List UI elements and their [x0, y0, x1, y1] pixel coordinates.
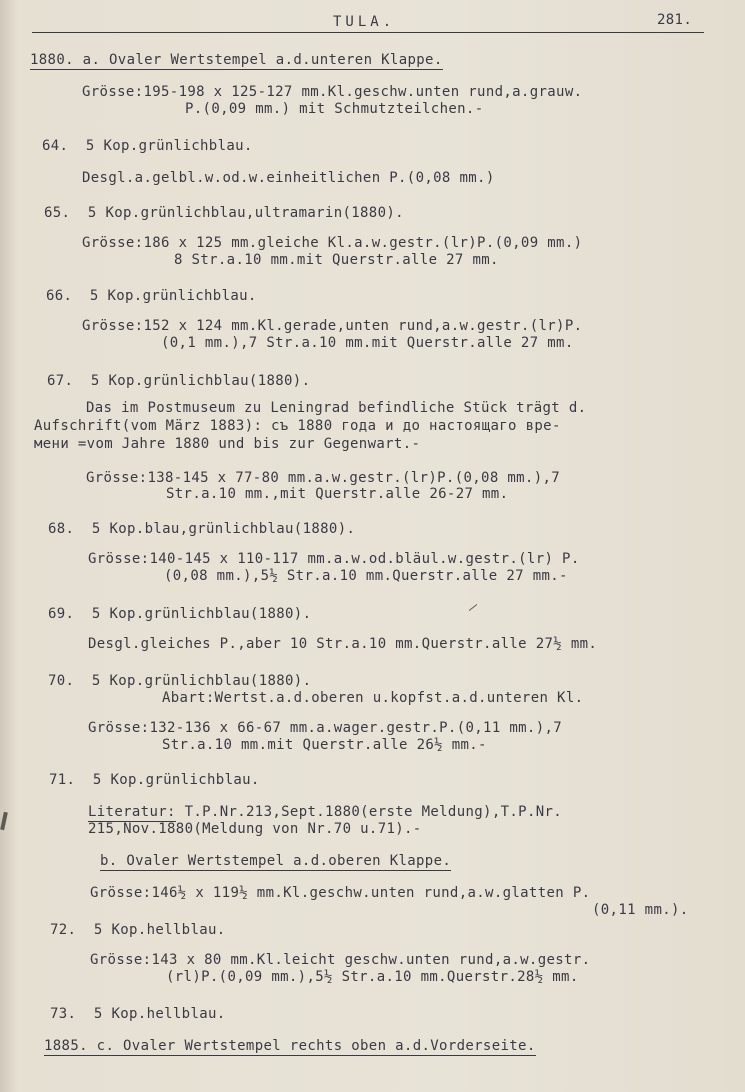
text-line: Str.a.10 mm.mit Querstr.alle 26½ mm.- — [162, 737, 487, 753]
text-line: (0,11 mm.). — [592, 902, 689, 918]
margin-mark — [0, 812, 8, 830]
item-entry: 65. 5 Kop.grünlichblau,ultramarin(1880). — [44, 205, 404, 221]
section-heading: 1880. a. Ovaler Wertstempel a.d.unteren Klappe. — [30, 52, 443, 68]
item-entry: 67. 5 Kop.grünlichblau(1880). — [47, 373, 311, 389]
literature-label: Literatur: — [88, 804, 176, 820]
text-line: Grösse:138-145 x 77-80 mm.a.w.gestr.(lr)P.(0,08 mm.),7 — [86, 470, 561, 486]
item-entry: 72. 5 Kop.hellblau. — [50, 922, 226, 938]
running-title: TULA. — [333, 14, 396, 30]
item-entry: 68. 5 Kop.blau,grünlichblau(1880). — [48, 521, 356, 537]
text-line: 215,Nov.1880(Meldung von Nr.70 u.71).- — [88, 821, 422, 837]
text-line: мени =vom Jahre 1880 und bis zur Gegenwart.- — [34, 436, 421, 452]
text-line: Grösse:143 x 80 mm.Kl.leicht geschw.unten rund,a.w.gestr. — [90, 952, 591, 968]
text-line: Aufschrift(vom März 1883): съ 1880 года и до настоящаго вре- — [34, 418, 561, 434]
text-line: Str.a.10 mm.,mit Querstr.alle 26-27 mm. — [166, 486, 509, 502]
text-line: (0,1 mm.),7 Str.a.10 mm.mit Querstr.alle 27 mm. — [161, 335, 574, 351]
text-line: Grösse:132-136 x 66-67 mm.a.wager.gestr.P.(0,11 mm.),7 — [88, 720, 563, 736]
literature-line — [88, 804, 562, 820]
text-line: Desgl.gleiches P.,aber 10 Str.a.10 mm.Querstr.alle 27½ mm. — [88, 636, 598, 652]
literature-text: T.P.Nr.213,Sept.1880(erste Meldung),T.P.Nr. — [175, 804, 563, 820]
page-number: 281. — [657, 12, 693, 28]
text-line: (rl)P.(0,09 mm.),5½ Str.a.10 mm.Querstr.28½ mm. — [166, 969, 579, 985]
text-line: Abart:Wertst.a.d.oberen u.kopfst.a.d.unteren Kl. — [162, 690, 584, 706]
header-rule — [32, 32, 704, 33]
item-entry: 70. 5 Kop.grünlichblau(1880). — [48, 673, 312, 689]
pencil-mark — [469, 604, 477, 611]
item-entry: 64. 5 Kop.grünlichblau. — [42, 138, 253, 154]
section-heading: 1885. c. Ovaler Wertstempel rechts oben a.d.Vorderseite. — [44, 1038, 536, 1054]
text-line: Grösse:146½ x 119½ mm.Kl.geschw.unten rund,a.w.glatten P. — [90, 885, 591, 901]
text-line: Desgl.a.gelbl.w.od.w.einheitlichen P.(0,08 mm.) — [82, 170, 495, 186]
item-entry: 66. 5 Kop.grünlichblau. — [46, 288, 257, 304]
text-line: 8 Str.a.10 mm.mit Querstr.alle 27 mm. — [174, 252, 499, 268]
section-heading: b. Ovaler Wertstempel a.d.oberen Klappe. — [100, 853, 452, 869]
text-line: Grösse:195-198 x 125-127 mm.Kl.geschw.unten rund,a.grauw. — [82, 84, 583, 100]
item-entry: 73. 5 Kop.hellblau. — [50, 1006, 226, 1022]
text-line: Grösse:152 x 124 mm.Kl.gerade,unten rund,a.w.gestr.(lr)P. — [82, 318, 583, 334]
text-line: Grösse:140-145 x 110-117 mm.a.w.od.bläul.w.gestr.(lr) P. — [88, 551, 580, 567]
item-entry: 71. 5 Kop.grünlichblau. — [49, 772, 260, 788]
text-line: Das im Postmuseum zu Leningrad befindliche Stück trägt d. — [86, 400, 587, 416]
text-line: Grösse:186 x 125 mm.gleiche Kl.a.w.gestr.(lr)P.(0,09 mm.) — [82, 235, 583, 251]
item-entry: 69. 5 Kop.grünlichblau(1880). — [48, 606, 312, 622]
text-line: (0,08 mm.),5½ Str.a.10 mm.Querstr.alle 27 mm.- — [164, 568, 568, 584]
text-line: P.(0,09 mm.) mit Schmutzteilchen.- — [185, 101, 484, 117]
